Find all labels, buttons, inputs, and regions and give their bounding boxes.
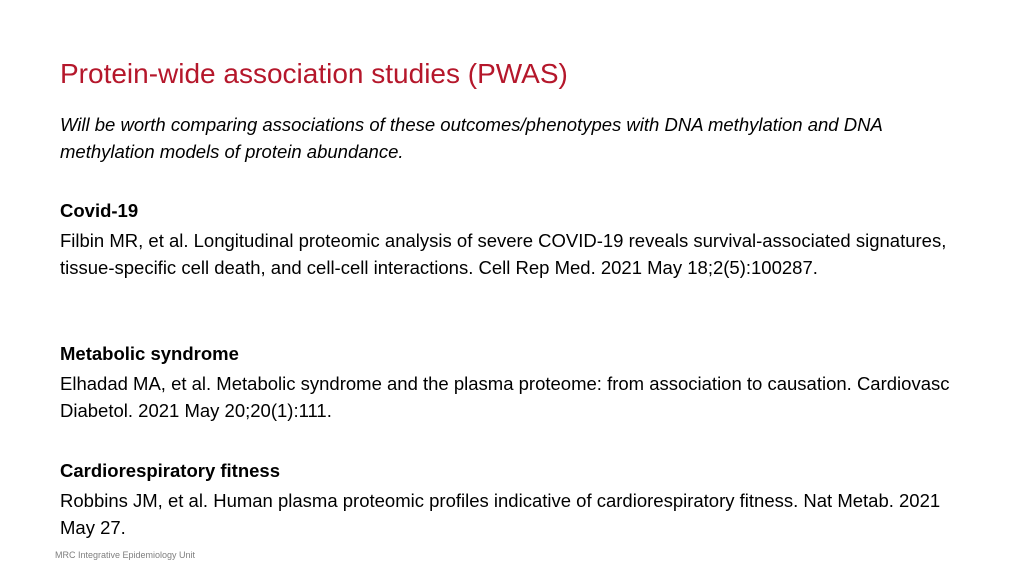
- slide-subtitle: Will be worth comparing associations of these outcomes/phenotypes with DNA methylation and DNA methylation models of protein abundance.: [60, 114, 883, 162]
- section-reference: Elhadad MA, et al. Metabolic syndrome and the plasma proteome: from association to causation. Cardiovasc Diabetol. 2021 May 20;20(1):111.: [60, 373, 950, 421]
- section-covid-19: [60, 197, 970, 281]
- section-heading: Covid-19: [60, 200, 139, 221]
- section-reference: Robbins JM, et al. Human plasma proteomic profiles indicative of cardiorespiratory fitness. Nat Metab. 2021 May 27.: [60, 490, 941, 538]
- section-reference: Filbin MR, et al. Longitudinal proteomic analysis of severe COVID-19 reveals survival-associated signatures, tissue-specific cell death, and cell-cell interactions. Cell Rep Med. 2021 May 18;2(5):100287.: [60, 230, 947, 278]
- footer-organization-label: MRC Integrative Epidemiology Unit: [55, 550, 196, 560]
- section-cardiorespiratory-fitness: [60, 457, 970, 541]
- section-metabolic-syndrome: [60, 340, 970, 424]
- section-heading: Cardiorespiratory fitness: [60, 460, 281, 481]
- section-heading: Metabolic syndrome: [60, 343, 239, 364]
- slide-title: Protein-wide association studies (PWAS): [60, 58, 568, 89]
